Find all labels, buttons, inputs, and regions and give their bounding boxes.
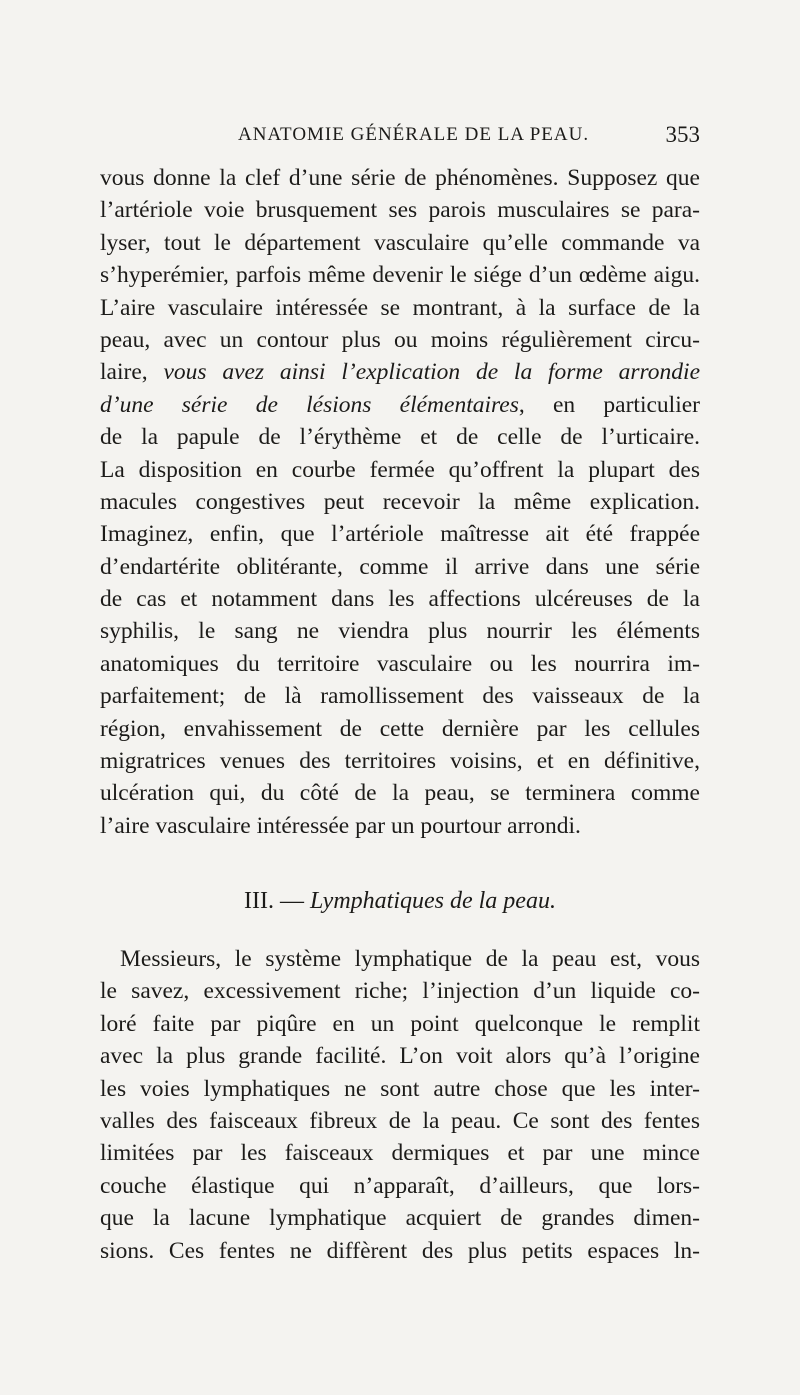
text-line: peau, avec un contour plus ou moins régulièrement circu- <box>100 326 700 353</box>
text-line: avec la plus grande facilité. L’on voit alors qu’à l’origine <box>100 1043 700 1070</box>
text-segment: laire, <box>100 359 148 386</box>
text-line: parfaitement; de là ramollissement des vaisseaux de la <box>100 683 700 710</box>
section-number: III. — <box>244 888 305 914</box>
text-line: de cas et notamment dans les affections ulcéreuses de la <box>100 586 700 613</box>
text-line: syphilis, le sang ne viendra plus nourrir les éléments <box>100 618 700 645</box>
running-title: ANATOMIE GÉNÉRALE DE LA PEAU. <box>238 124 590 145</box>
text-line: sions. Ces fentes ne diffèrent des plus petits espaces ln- <box>100 1237 700 1264</box>
text-line: l’aire vasculaire intéressée par un pourtour arrondi. <box>100 812 581 839</box>
text-line: vous donne la clef d’une série de phénomènes. Supposez que <box>100 165 700 191</box>
text-line: Messieurs, le système lymphatique de la peau est, vous <box>120 946 700 972</box>
text-line <box>100 356 700 388</box>
italic-text: d’une série de lésions élémentaires <box>100 391 519 418</box>
page-number: 353 <box>665 122 700 147</box>
text-line: macules congestives peut recevoir la même explication. <box>100 488 700 515</box>
text-line: loré faite par piqûre en un point quelconque le remplit <box>100 1010 700 1037</box>
page-header <box>100 120 700 154</box>
section-heading <box>100 884 700 918</box>
paragraph-arteriole <box>100 162 700 842</box>
text-line: Imaginez, enfin, que l’artériole maîtresse ait été frappée <box>100 521 700 548</box>
text-line: les voies lymphatiques ne sont autre chose que les inter- <box>100 1075 700 1102</box>
paragraph-lymphatics <box>100 943 700 1267</box>
text-line: ulcération qui, du côté de la peau, se terminera comme <box>100 780 700 807</box>
text-segment: , en particulier <box>518 391 700 418</box>
text-line: lyser, tout le département vasculaire qu’elle commande va <box>100 229 700 256</box>
text-line: anatomiques du territoire vasculaire ou les nourrira im- <box>100 650 700 677</box>
italic-text: vous avez ainsi l’explication de la forme arrondie <box>163 359 700 386</box>
text-line: région, envahissement de cette dernière par les cellules <box>100 715 700 742</box>
text-line: limitées par les faisceaux dermiques et par une mince <box>100 1140 700 1167</box>
text-line: s’hyperémier, parfois même devenir le siége d’un œdème aigu. <box>100 262 700 289</box>
text-line: de la papule de l’érythème et de celle de l’urticaire. <box>100 424 700 451</box>
text-line: l’artériole voie brusquement ses parois musculaires se para- <box>100 197 700 224</box>
text-line: valles des faisceaux fibreux de la peau. Ce sont des fentes <box>100 1107 700 1134</box>
text-line <box>100 389 700 421</box>
text-line: d’endartérite oblitérante, comme il arrive dans une série <box>100 553 700 580</box>
text-line: le savez, excessivement riche; l’injection d’un liquide co- <box>100 978 700 1005</box>
text-line: que la lacune lymphatique acquiert de grandes dimen- <box>100 1205 700 1232</box>
text-line: migratrices venues des territoires voisins, et en définitive, <box>100 748 700 775</box>
text-line: couche élastique qui n’apparaît, d’ailleurs, que lors- <box>100 1172 700 1199</box>
text-line: La disposition en courbe fermée qu’offrent la plupart des <box>100 456 700 483</box>
text-line: L’aire vasculaire intéressée se montrant, à la surface de la <box>100 294 700 321</box>
section-title: Lymphatiques de la peau. <box>310 888 556 914</box>
